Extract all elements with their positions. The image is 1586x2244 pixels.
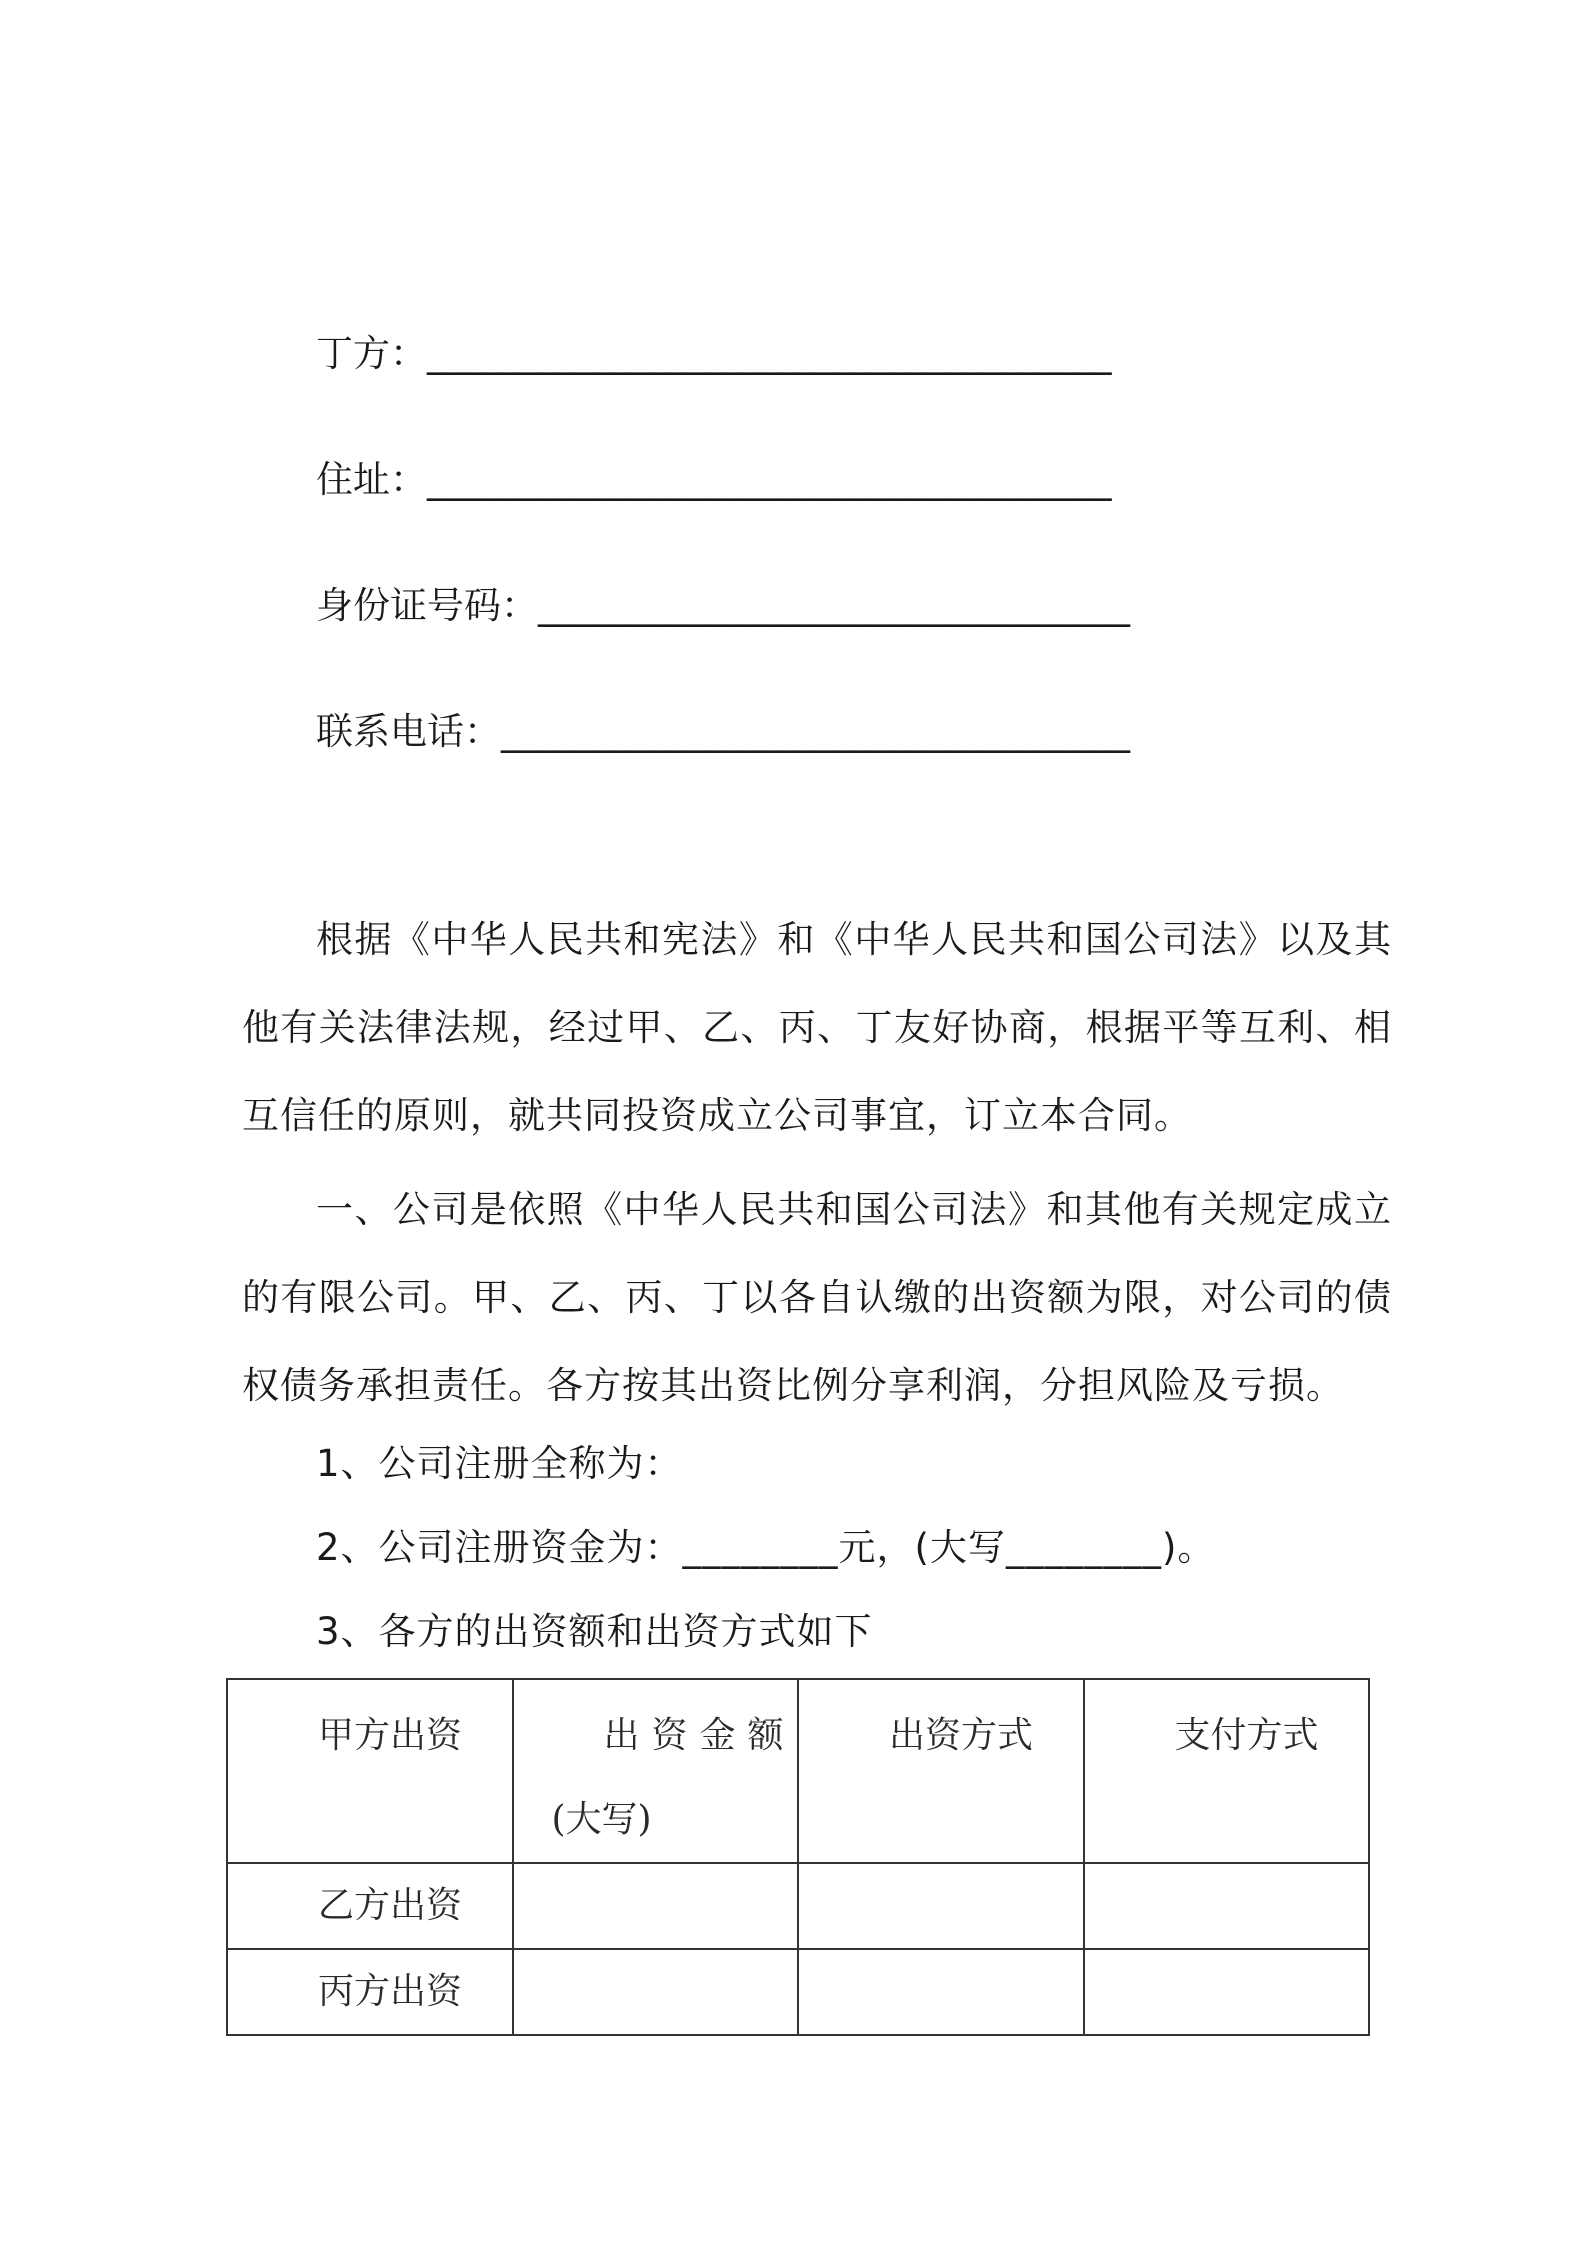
- table-row: [227, 1949, 1369, 2035]
- phone-blank[interactable]: __________________________________: [501, 710, 1130, 753]
- table-cell-empty[interactable]: [1084, 1949, 1370, 2035]
- address-blank[interactable]: _____________________________________: [427, 458, 1112, 501]
- table-cell: [513, 1679, 799, 1863]
- address-label: 住址：: [316, 458, 427, 501]
- id-number-blank[interactable]: ________________________________: [538, 584, 1130, 627]
- table-cell: [227, 1863, 513, 1949]
- phone-field: [316, 706, 1130, 758]
- header-payment-method: 支付方式: [1174, 1715, 1319, 1756]
- item-company-name: 1、公司注册全称为：: [316, 1442, 683, 1485]
- item-contribution-intro: 3、各方的出资额和出资方式如下: [316, 1610, 873, 1653]
- table-cell-empty[interactable]: [798, 1949, 1084, 2035]
- party-ding-field: [316, 328, 1112, 380]
- header-party-a: 甲方出资: [318, 1715, 463, 1756]
- party-ding-blank[interactable]: _____________________________________: [427, 332, 1112, 375]
- phone-label: 联系电话：: [316, 710, 501, 753]
- header-amount: 出资金额: [603, 1715, 796, 1756]
- party-ding-label: 丁方：: [316, 332, 427, 375]
- address-field: [316, 454, 1112, 506]
- table-cell: [227, 1949, 513, 2035]
- intro-paragraph: 根据《中华人民共和宪法》和《中华人民共和国公司法》以及其他有关法律法规，经过甲、乙、丙、丁友好协商，根据平等互利、相互信任的原则，就共同投资成立公司事宜，订立本合同。: [242, 918, 1392, 1137]
- id-number-field: [316, 580, 1130, 632]
- id-number-label: 身份证号码：: [316, 584, 538, 627]
- item-registered-capital: 2、公司注册资金为：________元，(大写________)。: [316, 1526, 1216, 1569]
- header-amount-uppercase: (大写): [551, 1799, 652, 1840]
- header-contribution-method: 出资方式: [889, 1715, 1034, 1756]
- table-header-row: [227, 1679, 1369, 1863]
- row-party-c: 丙方出资: [318, 1971, 463, 2012]
- table-cell-empty[interactable]: [798, 1863, 1084, 1949]
- table-row: [227, 1863, 1369, 1949]
- table-cell: [1084, 1679, 1370, 1863]
- table-cell-empty[interactable]: [513, 1949, 799, 2035]
- table-cell-empty[interactable]: [1084, 1863, 1370, 1949]
- table-cell: [798, 1679, 1084, 1863]
- row-party-b: 乙方出资: [318, 1885, 463, 1926]
- table-cell-empty[interactable]: [513, 1863, 799, 1949]
- contribution-table: [226, 1678, 1370, 2036]
- clause-one-paragraph: 一、公司是依照《中华人民共和国公司法》和其他有关规定成立的有限公司。甲、乙、丙、丁以各自认缴的出资额为限，对公司的债权债务承担责任。各方按其出资比例分享利润，分担风险及亏损。: [242, 1188, 1392, 1407]
- table-cell: [227, 1679, 513, 1863]
